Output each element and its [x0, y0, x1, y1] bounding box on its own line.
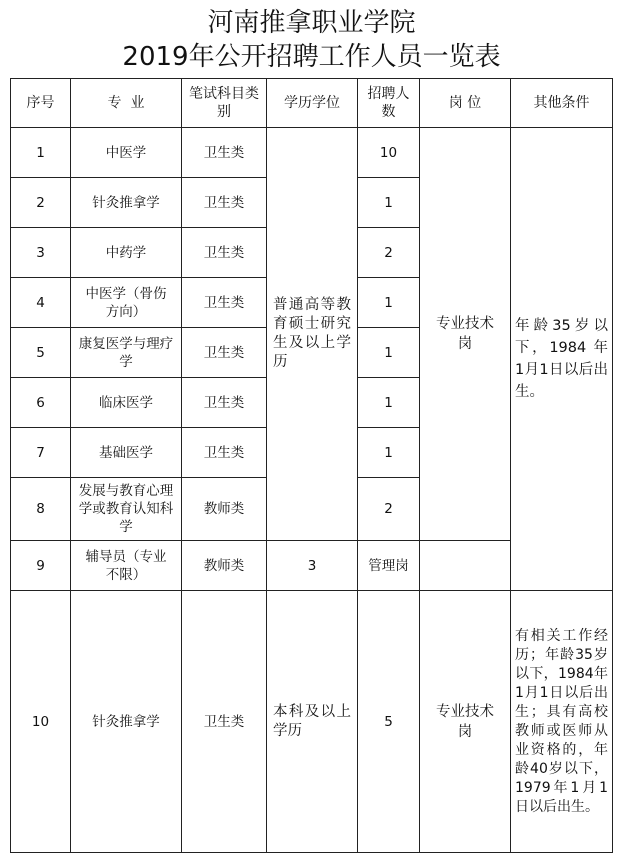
- row-no: 4: [11, 278, 71, 328]
- row-major: 辅导员（专业不限）: [71, 541, 182, 591]
- conditions-cell: 年龄35岁以下，1984 年1月1日以后出生。: [511, 128, 613, 591]
- header-exam: 笔试科目类别: [182, 79, 267, 128]
- row-exam: 卫生类: [182, 328, 267, 378]
- row-count: 10: [358, 128, 420, 178]
- row-no: 7: [11, 428, 71, 478]
- header-count: 招聘人数: [358, 79, 420, 128]
- row-major: 针灸推拿学: [71, 591, 182, 853]
- row-no: 9: [11, 541, 71, 591]
- recruitment-table: [10, 78, 613, 853]
- header-post: 岗 位: [420, 79, 511, 128]
- page-subtitle: 2019年公开招聘工作人员一览表: [122, 42, 501, 72]
- conditions-cell: 有相关工作经历；年龄35岁以下，1984年1月1日以后出生；具有高校教师或医师从业资格的，年龄40岁以下，1979年1月1日以后出生。: [511, 591, 613, 853]
- row-count: 1: [358, 378, 420, 428]
- row-major: 基础医学: [71, 428, 182, 478]
- row-exam: 卫生类: [182, 128, 267, 178]
- row-major: 临床医学: [71, 378, 182, 428]
- row-exam: 教师类: [182, 541, 267, 591]
- header-row: [11, 79, 613, 128]
- row-major: 针灸推拿学: [71, 178, 182, 228]
- row-exam: 卫生类: [182, 178, 267, 228]
- row-count: 1: [358, 428, 420, 478]
- row-count: 5: [358, 591, 420, 853]
- row-count: 3: [267, 541, 358, 591]
- row-major: 中医学（骨伤方向）: [71, 278, 182, 328]
- row-count: 2: [358, 228, 420, 278]
- row-major: 发展与教育心理学或教育认知科学: [71, 478, 182, 541]
- row-exam: 卫生类: [182, 228, 267, 278]
- education-cell: 普通高等教育硕士研究生及以上学历: [267, 128, 358, 541]
- header-conditions: 其他条件: [511, 79, 613, 128]
- row-exam: 卫生类: [182, 278, 267, 328]
- row-no: 10: [11, 591, 71, 853]
- row-no: 2: [11, 178, 71, 228]
- row-no: 1: [11, 128, 71, 178]
- page-title: 河南推拿职业学院: [207, 8, 416, 38]
- row-count: 1: [358, 278, 420, 328]
- row-exam: 教师类: [182, 478, 267, 541]
- row-exam: 卫生类: [182, 428, 267, 478]
- table-row: [11, 128, 613, 178]
- row-count: 1: [358, 178, 420, 228]
- row-no: 6: [11, 378, 71, 428]
- row-exam: 卫生类: [182, 378, 267, 428]
- header-education: 学历学位: [267, 79, 358, 128]
- row-major: 中医学: [71, 128, 182, 178]
- row-exam: 卫生类: [182, 591, 267, 853]
- post-cell: 专业技术岗: [420, 591, 511, 853]
- row-no: 5: [11, 328, 71, 378]
- row-no: 3: [11, 228, 71, 278]
- row-major: 中药学: [71, 228, 182, 278]
- row-count: 1: [358, 328, 420, 378]
- table-row: [11, 591, 613, 853]
- row-major: 康复医学与理疗学: [71, 328, 182, 378]
- row-count: 2: [358, 478, 420, 541]
- header-no: 序号: [11, 79, 71, 128]
- row-no: 8: [11, 478, 71, 541]
- education-cell: 本科及以上学历: [267, 591, 358, 853]
- post-cell: 专业技术岗: [420, 128, 511, 541]
- post-cell: 管理岗: [358, 541, 420, 591]
- header-major: 专 业: [71, 79, 182, 128]
